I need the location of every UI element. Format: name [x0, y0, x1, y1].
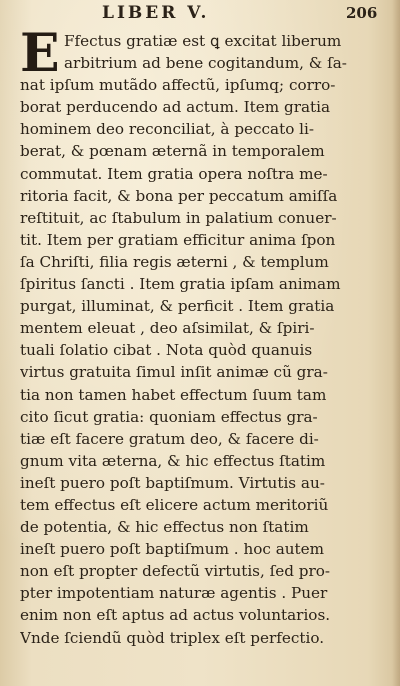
text-line: tit. Item per gratiam efficitur anima ſpon: [20, 230, 336, 249]
text-line: mentem eleuat , deo aſsimilat, & ſpiri-: [20, 319, 315, 338]
text-line: commutat. Item gratia opera noſtra me-: [20, 164, 328, 183]
text-line: ineſt puero poſt baptiſmum . hoc autem: [20, 540, 325, 559]
text-line: tuali ſolatio cibat . Nota quòd quanuis: [20, 341, 313, 360]
text-line: tem effectus eſt elicere actum meritoriũ: [20, 495, 329, 514]
text-line: arbitrium ad bene cogitandum, & ſa-: [64, 54, 347, 73]
text-line: virtus gratuita ſimul inſit animæ cũ gra-: [20, 363, 328, 382]
text-line: non eſt propter defectũ virtutis, ſed pro-: [20, 562, 331, 581]
text-line: Ffectus gratiæ est ꝗ excitat liberum: [64, 32, 342, 50]
text-line: tiæ eſt facere gratum deo, & facere di-: [20, 429, 319, 448]
running-title: LIBER V.: [102, 3, 210, 23]
text-line: Vnde ſciendũ quòd triplex eſt perfectio.: [20, 628, 325, 647]
text-line: purgat, illuminat, & perficit . Item gratia: [20, 297, 335, 316]
text-block: [20, 23, 388, 649]
text-line: berat, & pœnam æternã in temporalem: [20, 142, 325, 161]
text-line: ſpiritus ſancti . Item gratia ipſam animam: [20, 275, 341, 294]
text-line: borat perducendo ad actum. Item gratia: [20, 98, 331, 117]
text-line: enim non eſt aptus ad actus voluntarios.: [20, 606, 331, 625]
text-line: nat ipſum mutãdo affectũ, ipſumq; corro-: [20, 76, 336, 95]
text-line: ritoria facit, & bona per peccatum amiſſa: [20, 186, 338, 205]
text-line: ſa Chriſti, filia regis æterni , & templum: [20, 252, 329, 271]
text-line: tia non tamen habet effectum ſuum tam: [20, 385, 327, 404]
page-number: 206: [346, 4, 378, 22]
text-line: reſtituit, ac ſtabulum in palatium conuer-: [20, 208, 337, 227]
text-line: pter impotentiam naturæ agentis . Puer: [20, 584, 328, 603]
running-head: [0, 3, 400, 25]
drop-cap-initial: E: [20, 23, 60, 84]
text-line: de potentia, & hic effectus non ſtatim: [20, 518, 309, 537]
text-line: gnum vita æterna, & hic effectus ſtatim: [20, 451, 326, 470]
text-line: hominem deo reconciliat, à peccato li-: [20, 120, 315, 139]
text-line: cito ſicut gratia: quoniam effectus gra-: [20, 407, 318, 426]
page-edge-shadow: [392, 0, 400, 686]
text-line: ineſt puero poſt baptiſmum. Virtutis au-: [20, 473, 325, 492]
